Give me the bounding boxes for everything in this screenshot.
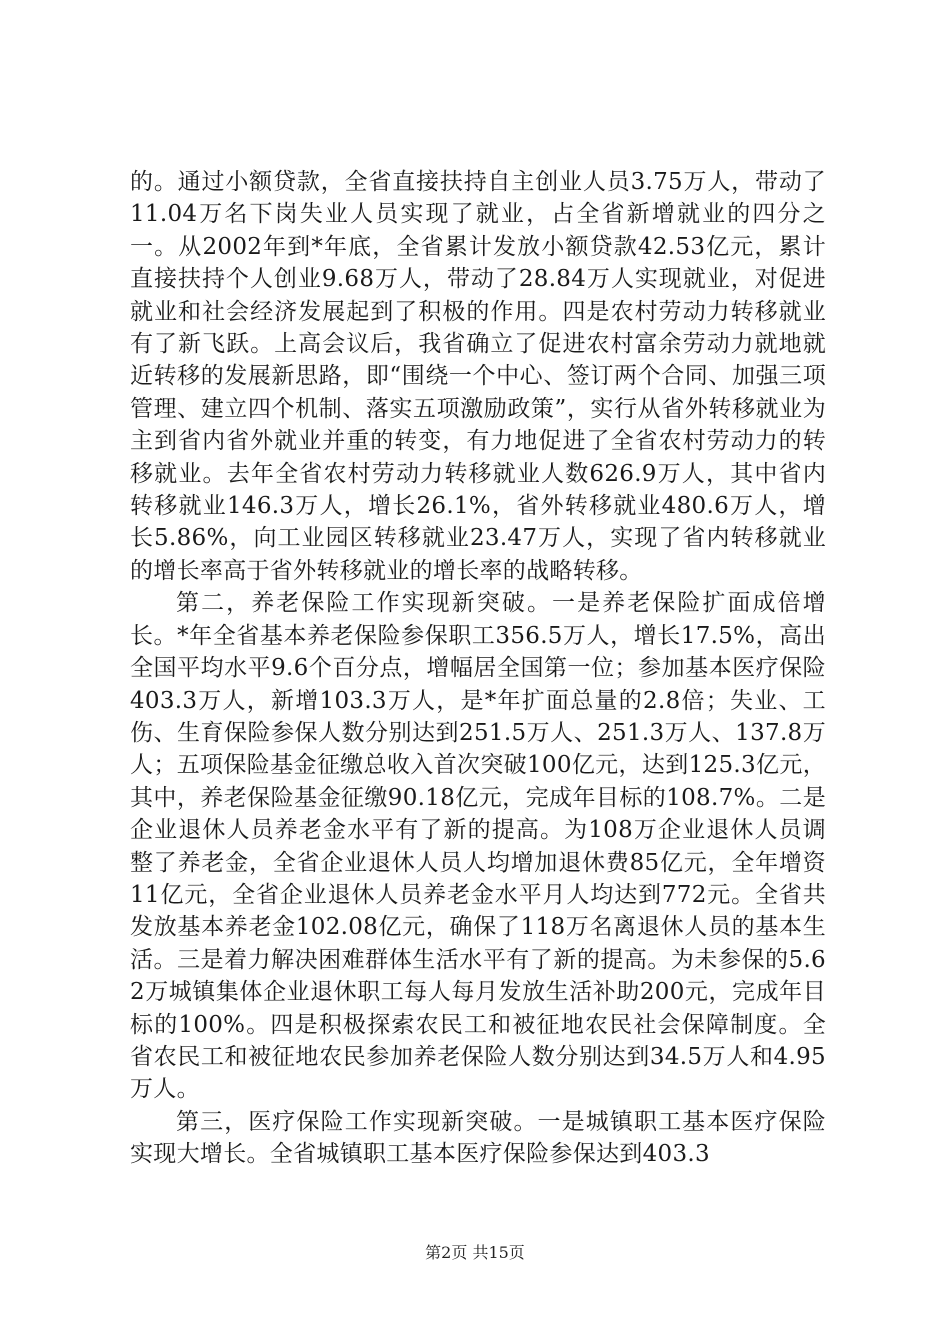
paragraph-medical-insurance: 第三，医疗保险工作实现新突破。一是城镇职工基本医疗保险实现大增长。全省城镇职工基本医疗保险参保达到403.3	[130, 1108, 826, 1168]
paragraph-pension-insurance: 第二，养老保险工作实现新突破。一是养老保险扩面成倍增长。*年全省基本养老保险参保职工356.5万人，增长17.5%，高出全国平均水平9.6个百分点，增幅居全国第一位；参加基本医疗保险403.3万人，新增103.3万人，是*年扩面总量的2.8倍；失业、工伤、生育保险参保人数分别达到251.5万人、251.3万人、137.8万人；五项保险基金征缴总收入首次突破100亿元，达到125.3亿元，其中，养老保险基金征缴90.18亿元，完成年目标的108.7%。二是企业退休人员养老金水平有了新的提高。为108万企业退休人员调整了养老金，全省企业退休人员人均增加退休费85亿元，全年增资11亿元，全省企业退休人员养老金水平月人均达到772元。全省共发放基本养老金102.08亿元，确保了118万名离退休人员的基本生活。三是着力解决困难群体生活水平有了新的提高。为未参保的5.62万城镇集体企业退休职工每人每月发放生活补助200元，完成年目标的100%。四是积极探索农民工和被征地农民社会保障制度。全省农民工和被征地农民参加养老保险人数分别达到34.5万人和4.95万人。	[130, 590, 826, 1103]
page-number-footer: 第2页 共15页	[425, 1243, 525, 1262]
document-body	[130, 166, 826, 1171]
paragraph-employment-continued: 的。通过小额贷款，全省直接扶持自主创业人员3.75万人，带动了11.04万名下岗失业人员实现了就业，占全省新增就业的四分之一。从2002年到*年底，全省累计发放小额贷款42.53亿元，累计直接扶持个人创业9.68万人，带动了28.84万人实现就业，对促进就业和社会经济发展起到了积极的作用。四是农村劳动力转移就业有了新飞跃。上高会议后，我省确立了促进农村富余劳动力就地就近转移的发展新思路，即“围绕一个中心、签订两个合同、加强三项管理、建立四个机制、落实五项激励政策”，实行从省外转移就业为主到省内省外就业并重的转变，有力地促进了全省农村劳动力的转移就业。去年全省农村劳动力转移就业人数626.9万人，其中省内转移就业146.3万人，增长26.1%，省外转移就业480.6万人，增长5.86%，向工业园区转移就业23.47万人，实现了省内转移就业的增长率高于省外转移就业的增长率的战略转移。	[130, 169, 826, 584]
